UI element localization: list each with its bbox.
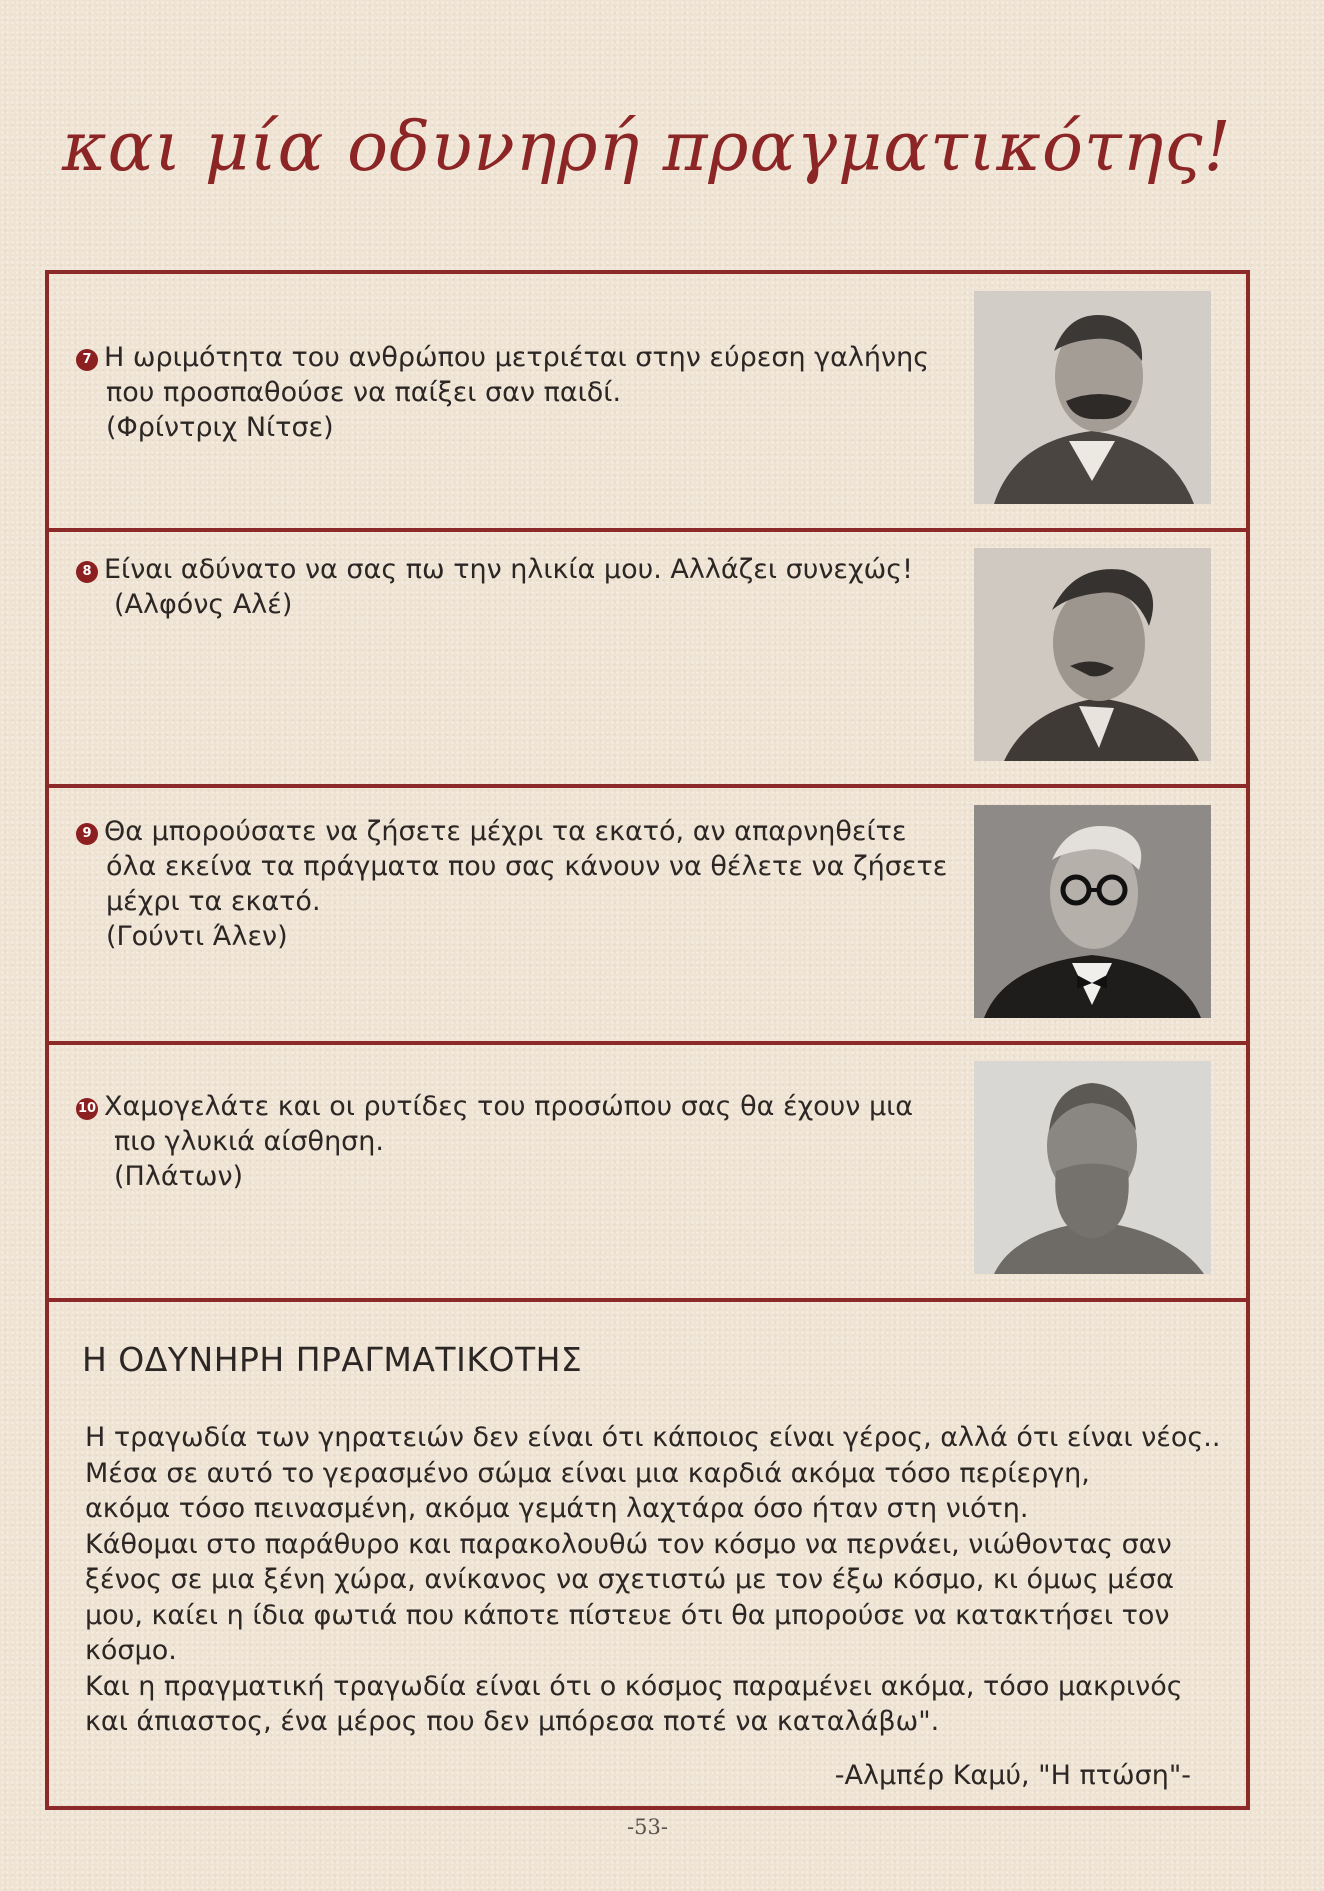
quotes-frame [45, 270, 1250, 1810]
quote-row-10 [49, 1045, 1246, 1302]
quote-line: Η ωριμότητα του ανθρώπου μετριέται στην εύρεση γαλήνης [104, 342, 930, 373]
closing-paragraph [85, 1420, 1221, 1740]
quote-row-9 [49, 788, 1246, 1045]
quote-line: Είναι αδύνατο να σας πω την ηλικία μου. Αλλάζει συνεχώς! [104, 554, 913, 585]
quote-row-7 [49, 274, 1246, 532]
paragraph-line: κόσμο. [85, 1635, 177, 1666]
closing-attribution: -Αλμπέρ Καμύ, "Η πτώση"- [834, 1760, 1191, 1791]
quote-number-badge: 9 [76, 823, 98, 845]
paragraph-line: ακόμα τόσο πεινασμένη, ακόμα γεμάτη λαχτάρα όσο ήταν στη νιότη. [85, 1493, 1029, 1524]
quote-text [76, 1089, 976, 1194]
quote-author: (Φρίντριχ Νίτσε) [106, 412, 334, 443]
paragraph-line: μου, καίει η ίδια φωτιά που κάποτε πίστευε ότι θα μπορούσε να κατακτήσει τον [85, 1599, 1170, 1631]
paragraph-line: ξένος σε μια ξένη χώρα, ανίκανος να σχετιστώ με τον έξω κόσμο, κι όμως μέσα [85, 1564, 1174, 1595]
quote-text [76, 340, 976, 445]
closing-section [49, 1302, 1246, 1810]
portrait-photo-icon [974, 291, 1211, 504]
quote-line: μέχρι τα εκατό. [106, 886, 321, 917]
page-title: και μία οδυνηρή πραγματικότης! [62, 108, 1232, 187]
paragraph-line: και άπιαστος, ένα μέρος που δεν μπόρεσα ποτέ να καταλάβω". [85, 1706, 940, 1737]
quote-line: όλα εκείνα τα πράγματα που σας κάνουν να θέλετε να ζήσετε [106, 851, 948, 882]
page-number: -53- [627, 1815, 668, 1839]
portrait-photo-icon [974, 548, 1211, 761]
quote-author: (Αλφόνς Αλέ) [114, 589, 293, 620]
quote-author: (Γούντι Άλεν) [106, 921, 288, 952]
quote-row-8 [49, 532, 1246, 788]
section-heading: Η ΟΔΥΝΗΡΗ ΠΡΑΓΜΑΤΙΚΟΤΗΣ [82, 1340, 583, 1379]
paragraph-line: Και η πραγματική τραγωδία είναι ότι ο κόσμος παραμένει ακόμα, τόσο μακρινός [85, 1670, 1183, 1702]
quote-author: (Πλάτων) [114, 1161, 244, 1192]
quote-text [76, 814, 976, 954]
quote-line: Θα μπορούσατε να ζήσετε μέχρι τα εκατό, αν απαρνηθείτε [104, 816, 907, 847]
quote-line: πιο γλυκιά αίσθηση. [114, 1126, 384, 1157]
quote-number-badge: 7 [76, 349, 98, 371]
quote-line: που προσπαθούσε να παίξει σαν παιδί. [106, 377, 622, 408]
quote-number-badge: 10 [76, 1098, 98, 1120]
paragraph-line: Η τραγωδία των γηρατειών δεν είναι ότι κάποιος είναι γέρος, αλλά ότι είναι νέος.. [85, 1422, 1221, 1453]
quote-number-badge: 8 [76, 561, 98, 583]
portrait-photo-icon [974, 805, 1211, 1018]
quote-line: Χαμογελάτε και οι ρυτίδες του προσώπου σας θα έχουν μια [104, 1091, 914, 1122]
quote-text [76, 552, 976, 622]
paragraph-line: Κάθομαι στο παράθυρο και παρακολουθώ τον κόσμο να περνάει, νιώθοντας σαν [85, 1528, 1172, 1560]
statue-photo-icon [974, 1061, 1211, 1274]
paragraph-line: Μέσα σε αυτό το γερασμένο σώμα είναι μια καρδιά ακόμα τόσο περίεργη, [85, 1457, 1090, 1489]
